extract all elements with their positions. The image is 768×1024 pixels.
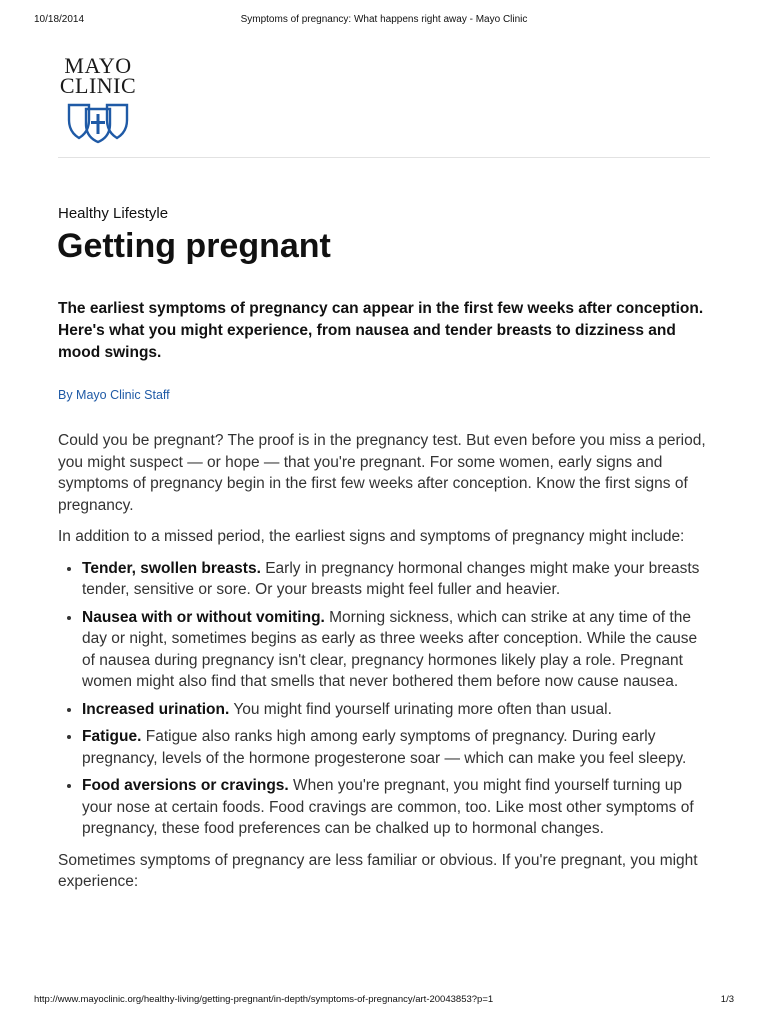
intro-paragraph: Could you be pregnant? The proof is in the pregnancy test. But even before you miss a period, you might suspect — or hope — that you're pregnant. For some women, early signs and symptoms of pregnancy begin in the first few weeks after conception. Know the first signs of pregnancy. (58, 432, 706, 514)
symptom-text: You might find yourself urinating more often than usual. (229, 700, 612, 718)
section-label: Healthy Lifestyle (58, 205, 169, 222)
list-item (82, 607, 710, 693)
logo-word-clinic: CLINIC (59, 73, 137, 98)
symptom-term: Nausea with or without vomiting. (82, 608, 325, 626)
page-title: Getting pregnant (57, 227, 331, 265)
print-page-title: Symptoms of pregnancy: What happens right away - Mayo Clinic (240, 14, 528, 25)
symptom-term: Increased urination. (82, 700, 230, 718)
symptom-text: Early in pregnancy hormonal changes might make your breasts tender, sensitive or sore. Or your breasts might feel fuller and heavier. (82, 559, 700, 598)
logo-word-mayo: MAYO (64, 53, 132, 78)
symptom-text: When you're pregnant, you might find yourself turning up your nose at certain foods. Food cravings are common, too. Like most other symptoms of pregnancy, these food preferences can be chalked up to hormonal changes. (82, 777, 694, 837)
mayo-clinic-logo[interactable] (57, 53, 139, 144)
symptom-term: Food aversions or cravings. (82, 777, 289, 794)
header-divider (58, 157, 710, 158)
symptom-list (58, 558, 710, 840)
print-date: 10/18/2014 (34, 14, 85, 25)
symptom-term: Tender, swollen breasts. (82, 559, 261, 577)
list-item (82, 699, 710, 721)
list-item (82, 558, 710, 601)
list-item (82, 775, 710, 840)
article-lede: The earliest symptoms of pregnancy can appear in the first few weeks after conception. Here's what you might experience, from nausea and tender breasts to dizziness and mood swings. (58, 300, 704, 361)
three-shields-icon (67, 102, 129, 144)
list-intro-paragraph: In addition to a missed period, the earliest signs and symptoms of pregnancy might include: (58, 528, 685, 545)
symptom-text: Fatigue also ranks high among early symptoms of pregnancy. During early pregnancy, levels of the hormone progesterone soar — which can make you feel sleepy. (82, 728, 687, 767)
article-body (58, 430, 710, 903)
print-header (34, 14, 734, 30)
print-footer (34, 994, 734, 1008)
print-url: http://www.mayoclinic.org/healthy-living/getting-pregnant/in-depth/symptoms-of-pregnancy/art-20043853?p=1 (34, 994, 494, 1005)
list-item (82, 726, 710, 769)
symptom-text: Morning sickness, which can strike at any time of the day or night, sometimes begins as early as three weeks after conception. While the cause of nausea during pregnancy isn't clear, pregnancy hormones likely play a role. Pregnant women might also find that smells that never bothered them before now cause nausea. (82, 608, 698, 690)
page-number: 1/3 (720, 994, 734, 1005)
symptom-term: Fatigue. (82, 728, 142, 745)
outro-paragraph: Sometimes symptoms of pregnancy are less familiar or obvious. If you're pregnant, you might experience: (58, 851, 698, 890)
byline-link[interactable]: By Mayo Clinic Staff (58, 388, 170, 402)
